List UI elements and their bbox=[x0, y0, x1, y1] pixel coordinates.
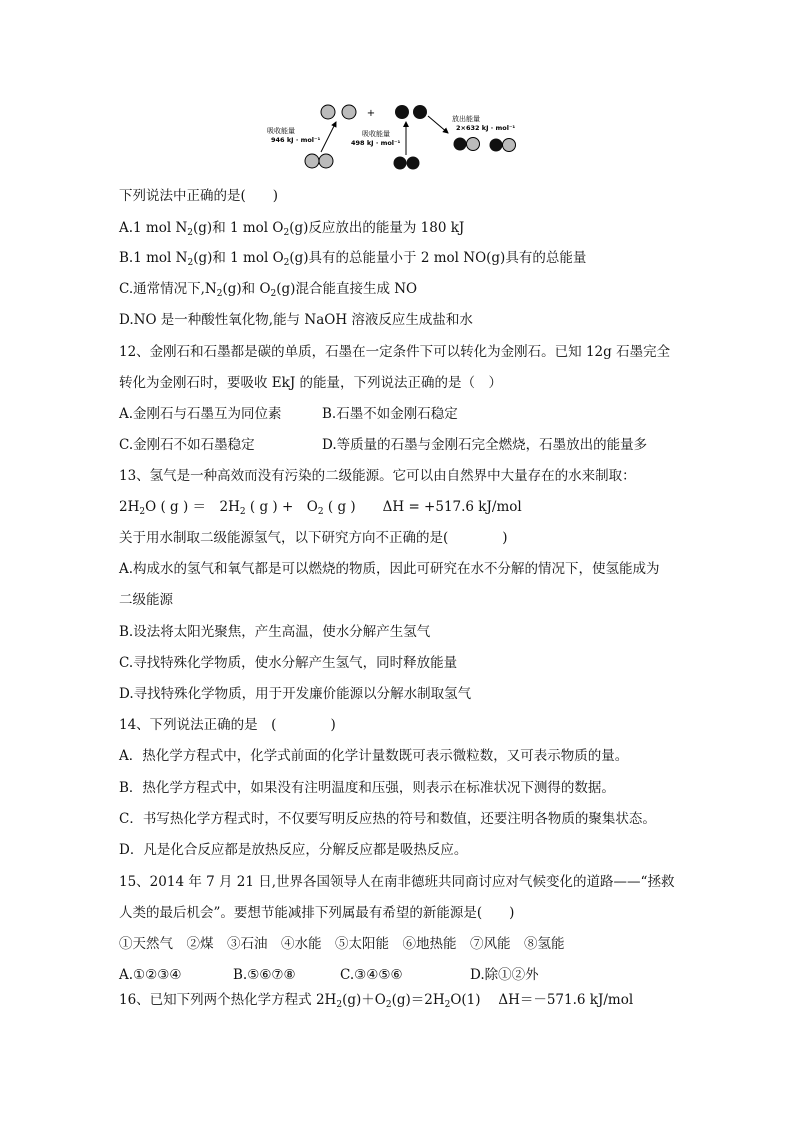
q13-option-b: B.设法将太阳光聚焦，产生高温，使水分解产生氢气 bbox=[119, 624, 431, 640]
q13-option-a-line2: 二级能源 bbox=[119, 592, 173, 608]
o-atom bbox=[413, 105, 427, 119]
absorb-value-1: 946 kJ · mol⁻¹ bbox=[271, 136, 321, 144]
q11-stem: 下列说法中正确的是( ) bbox=[119, 188, 279, 204]
q15-stem-line1: 15、2014 年 7 月 21 日,世界各国领导人在南非德班共同商讨应对气候变化的道路——“拯救 bbox=[119, 874, 675, 890]
q15-option-a: A.①②③④ bbox=[119, 967, 182, 983]
q15-option-d: D.除①②外 bbox=[470, 967, 539, 983]
q15-option-b: B.⑤⑥⑦⑧ bbox=[233, 967, 296, 983]
q15-energy-list: ①天然气 ②煤 ③石油 ④水能 ⑤太阳能 ⑥地热能 ⑦风能 ⑧氢能 bbox=[119, 936, 565, 952]
q13-option-a-line1: A.构成水的氢气和氧气都是可以燃烧的物质，因此可研究在水不分解的情况下，使氢能成为 bbox=[119, 561, 660, 577]
n2-molecule-atom bbox=[305, 154, 319, 168]
absorb-label-2: 吸收能量 bbox=[362, 130, 390, 138]
n-atom bbox=[321, 105, 335, 119]
q16-stem: 16、已知下列两个热化学方程式 $2H_2(g)+O_2(g)=2H_2O(1)$ ΔH＝－571.6 kJ/mol bbox=[119, 992, 634, 1010]
q14-option-b: B．热化学方程式中，如果没有注明温度和压强，则表示在标准状况下测得的数据。 bbox=[119, 780, 615, 796]
o2-molecule-atom bbox=[407, 157, 420, 170]
q15-stem-line2: 人类的最后机会”。要想节能减排下列属最有希望的新能源是( ) bbox=[119, 905, 515, 921]
energy-diagram bbox=[265, 100, 535, 172]
q13-equation: $2H_2O$ ( g ) ＝ $2H_2$ ( g ) + $O_2$ ( g ) ΔH = +517.6 kJ/mol bbox=[119, 499, 522, 517]
q13-option-c: C.寻找特殊化学物质，使水分解产生氢气，同时释放能量 bbox=[119, 655, 458, 671]
q12-option-b: B.石墨不如金刚石稳定 bbox=[322, 406, 458, 422]
n-atom bbox=[342, 105, 356, 119]
release-arrow bbox=[428, 116, 448, 133]
q12-stem-line1: 12、金刚石和石墨都是碳的单质，石墨在一定条件下可以转化为金刚石。已知 12g 石墨完全 bbox=[119, 344, 671, 360]
q13-option-d: D.寻找特殊化学物质，用于开发廉价能源以分解水制取氢气 bbox=[119, 686, 472, 702]
n2-molecule-atom bbox=[319, 154, 333, 168]
release-value: 2×632 kJ · mol⁻¹ bbox=[456, 124, 516, 132]
q11-option-d: D.NO 是一种酸性氧化物,能与 NaOH 溶液反应生成盐和水 bbox=[119, 312, 473, 328]
q12-option-a: A.金刚石与石墨互为同位素 bbox=[119, 406, 282, 422]
no-molecule-n bbox=[503, 139, 516, 152]
q12-option-c: C.金刚石不如石墨稳定 bbox=[119, 437, 255, 453]
q12-option-d: D.等质量的石墨与金刚石完全燃烧，石墨放出的能量多 bbox=[322, 437, 648, 453]
no-molecule-n bbox=[467, 138, 480, 151]
q13-stem: 13、氢气是一种高效而没有污染的二级能源。它可以由自然界中大量存在的水来制取： bbox=[119, 468, 636, 484]
absorb-label-1: 吸收能量 bbox=[267, 127, 295, 135]
q12-stem-line2: 转化为金刚石时，要吸收 EkJ 的能量，下列说法正确的是（ ） bbox=[119, 375, 503, 391]
q15-option-c: C.③④⑤⑥ bbox=[340, 967, 403, 983]
o2-molecule-atom bbox=[394, 157, 407, 170]
no-molecule-o bbox=[490, 139, 503, 152]
q11-option-b: B.1 mol $N_2(g)$和 1 mol $O_2(g)$具有的总能量小于 2 mol NO(g)具有的总能量 bbox=[119, 250, 587, 268]
plus-sign: + bbox=[366, 108, 376, 119]
o-atom bbox=[395, 105, 409, 119]
absorb-value-2: 498 kJ · mol⁻¹ bbox=[351, 139, 401, 147]
no-molecule-o bbox=[454, 138, 467, 151]
absorb-arrow-n2 bbox=[321, 122, 336, 152]
q11-option-c: C.通常情况下$,N_2(g)$和 $O_2(g)$混合能直接生成 NO bbox=[119, 281, 418, 299]
q11-option-a: A.1 mol $N_2(g)$和 1 mol $O_2(g)$反应放出的能量为 180 kJ bbox=[119, 220, 465, 238]
release-label: 放出能量 bbox=[452, 115, 480, 123]
q13-question: 关于用水制取二级能源氢气，以下研究方向不正确的是( ) bbox=[119, 530, 508, 546]
q14-option-d: D．凡是化合反应都是放热反应，分解反应都是吸热反应。 bbox=[119, 842, 468, 858]
q14-option-c: C．书写热化学方程式时，不仅要写明反应热的符号和数值，还要注明各物质的聚集状态。 bbox=[119, 811, 656, 827]
q14-option-a: A．热化学方程式中，化学式前面的化学计量数既可表示微粒数，又可表示物质的量。 bbox=[119, 748, 629, 764]
q14-stem: 14、下列说法正确的是 ( ) bbox=[119, 717, 336, 733]
